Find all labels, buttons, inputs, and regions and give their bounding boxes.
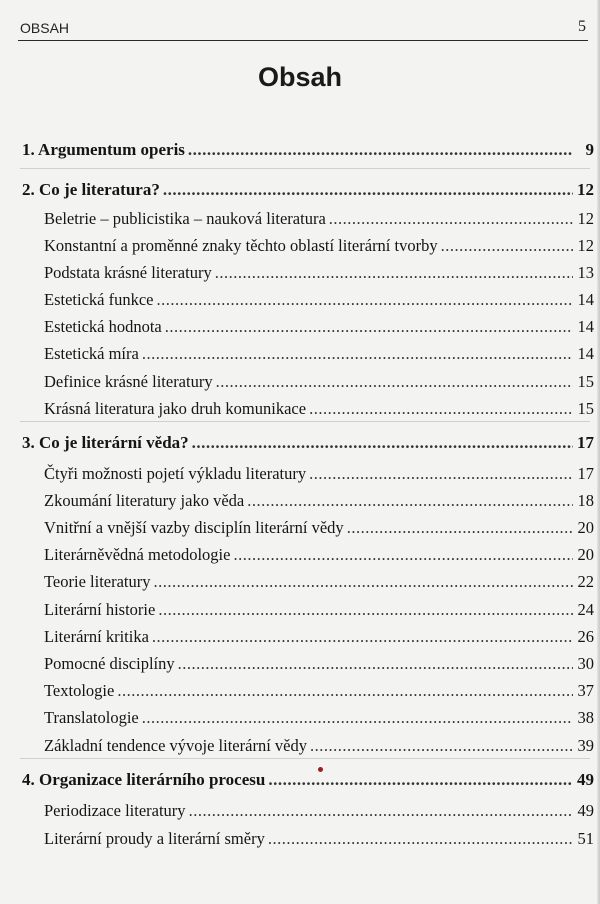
toc-heading: Obsah [257,62,343,92]
toc-page-number: 37 [577,681,594,700]
toc-chapter-row[interactable] [22,140,594,160]
dot-leader [215,263,573,283]
toc-page-number: 26 [577,627,594,646]
toc-page-number: 49 [577,801,594,820]
toc-page-number: 12 [577,209,594,228]
toc-section-row[interactable] [44,372,594,392]
toc-page-number: 22 [577,572,594,591]
toc-section-row[interactable] [44,491,594,511]
toc-section-row[interactable] [44,317,594,337]
toc-entry-title: 3. Co je literární věda? [22,433,189,452]
toc-section-row[interactable] [44,464,594,484]
dot-leader [233,545,573,565]
dot-leader [188,140,573,160]
dot-leader [154,572,573,592]
toc-section-row[interactable] [44,209,594,229]
dot-leader [268,829,573,849]
toc-entry-title: Pomocné disciplíny [44,654,175,673]
toc-section-row[interactable] [44,708,594,728]
toc-section-row[interactable] [44,681,594,701]
toc-entry-title: Čtyři možnosti pojetí výkladu literatury [44,464,307,483]
toc-section-row[interactable] [44,801,594,821]
toc-entry-title: Konstantní a proměnné znaky těchto oblastí literární tvorby [44,236,438,255]
toc-page-number: 17 [577,464,594,483]
chapter-separator [20,168,590,169]
dot-leader [347,518,573,538]
toc-section-row[interactable] [44,572,594,592]
toc-entry-title: Beletrie – publicistika – nauková literatura [44,209,326,228]
dot-leader [163,180,573,200]
toc-entry-title: Estetická hodnota [44,317,162,336]
chapter-separator [20,758,590,759]
running-header [18,14,588,41]
toc-section-row[interactable] [44,736,594,756]
dot-leader [117,681,573,701]
dot-leader [142,708,573,728]
toc-page-number: 12 [577,180,594,199]
dot-leader [329,209,573,229]
dot-leader [441,236,573,256]
dot-leader [178,654,573,674]
toc-section-row[interactable] [44,236,594,256]
page-number: 5 [578,18,586,35]
toc-page-number: 38 [577,708,594,727]
toc-entry-title: Translatologie [44,708,139,727]
toc-page-number: 24 [577,600,594,619]
toc-entry-title: Literárněvědná metodologie [44,545,231,564]
dot-leader [152,627,573,647]
toc-section-row[interactable] [44,263,594,283]
toc-entry-title: Estetická míra [44,344,139,363]
toc-page-number: 18 [577,491,594,510]
toc-page-number: 14 [577,344,594,363]
toc-chapter-row[interactable] [22,433,594,453]
toc-chapter-row[interactable] [22,180,594,200]
toc-entry-title: Zkoumání literatury jako věda [44,491,245,510]
toc-entry-title: Základní tendence vývoje literární vědy [44,736,307,755]
toc-page-number: 39 [577,736,594,755]
dot-leader [165,317,573,337]
dot-leader [309,399,573,419]
toc-entry-title: Vnitřní a vnější vazby disciplín literární vědy [44,518,344,537]
toc-entry-title: Textologie [44,681,115,700]
toc-entry-title: Definice krásné literatury [44,372,213,391]
dot-leader [268,770,573,790]
dot-leader [157,290,574,310]
toc-section-row[interactable] [44,654,594,674]
toc-page-number: 51 [577,829,594,848]
toc-entry-title: 4. Organizace literárního procesu [22,770,266,789]
toc-section-row[interactable] [44,344,594,364]
dot-leader [247,491,573,511]
toc-entry-title: Literární proudy a literární směry [44,829,265,848]
toc-entry-title: Teorie literatury [44,572,151,591]
dot-leader [310,736,573,756]
toc-page-number: 13 [577,263,594,282]
toc-page-number: 17 [577,433,594,452]
dot-leader [192,433,573,453]
toc-page-number: 20 [577,545,594,564]
toc-section-row[interactable] [44,545,594,565]
toc-page-number: 14 [577,317,594,336]
toc-page-number: 12 [577,236,594,255]
toc-entry-title: Literární historie [44,600,156,619]
ink-mark [318,767,323,772]
toc-page-number: 15 [577,372,594,391]
toc-section-row[interactable] [44,290,594,310]
dot-leader [142,344,573,364]
toc-page-number: 14 [577,290,594,309]
toc-chapter-row[interactable] [22,770,594,790]
toc-entry-title: 1. Argumentum operis [22,140,185,159]
toc-section-row[interactable] [44,518,594,538]
toc-section-row[interactable] [44,399,594,419]
dot-leader [158,600,573,620]
toc-entry-title: Periodizace literatury [44,801,186,820]
toc-page-number: 20 [577,518,594,537]
toc-page-number: 9 [585,140,594,159]
dot-leader [189,801,573,821]
toc-entry-title: Podstata krásné literatury [44,263,212,282]
toc-section-row[interactable] [44,829,594,849]
toc-page-number: 15 [577,399,594,418]
toc-entry-title: Literární kritika [44,627,149,646]
toc-entry-title: 2. Co je literatura? [22,180,160,199]
toc-entry-title: Krásná literatura jako druh komunikace [44,399,307,418]
running-title: OBSAH [20,20,70,36]
toc-section-row[interactable] [44,600,594,620]
toc-entry-title: Estetická funkce [44,290,154,309]
toc-page-number: 30 [577,654,594,673]
toc-section-row[interactable] [44,627,594,647]
toc-page-number: 49 [577,770,594,789]
dot-leader [216,372,573,392]
dot-leader [309,464,573,484]
chapter-separator [20,421,590,422]
